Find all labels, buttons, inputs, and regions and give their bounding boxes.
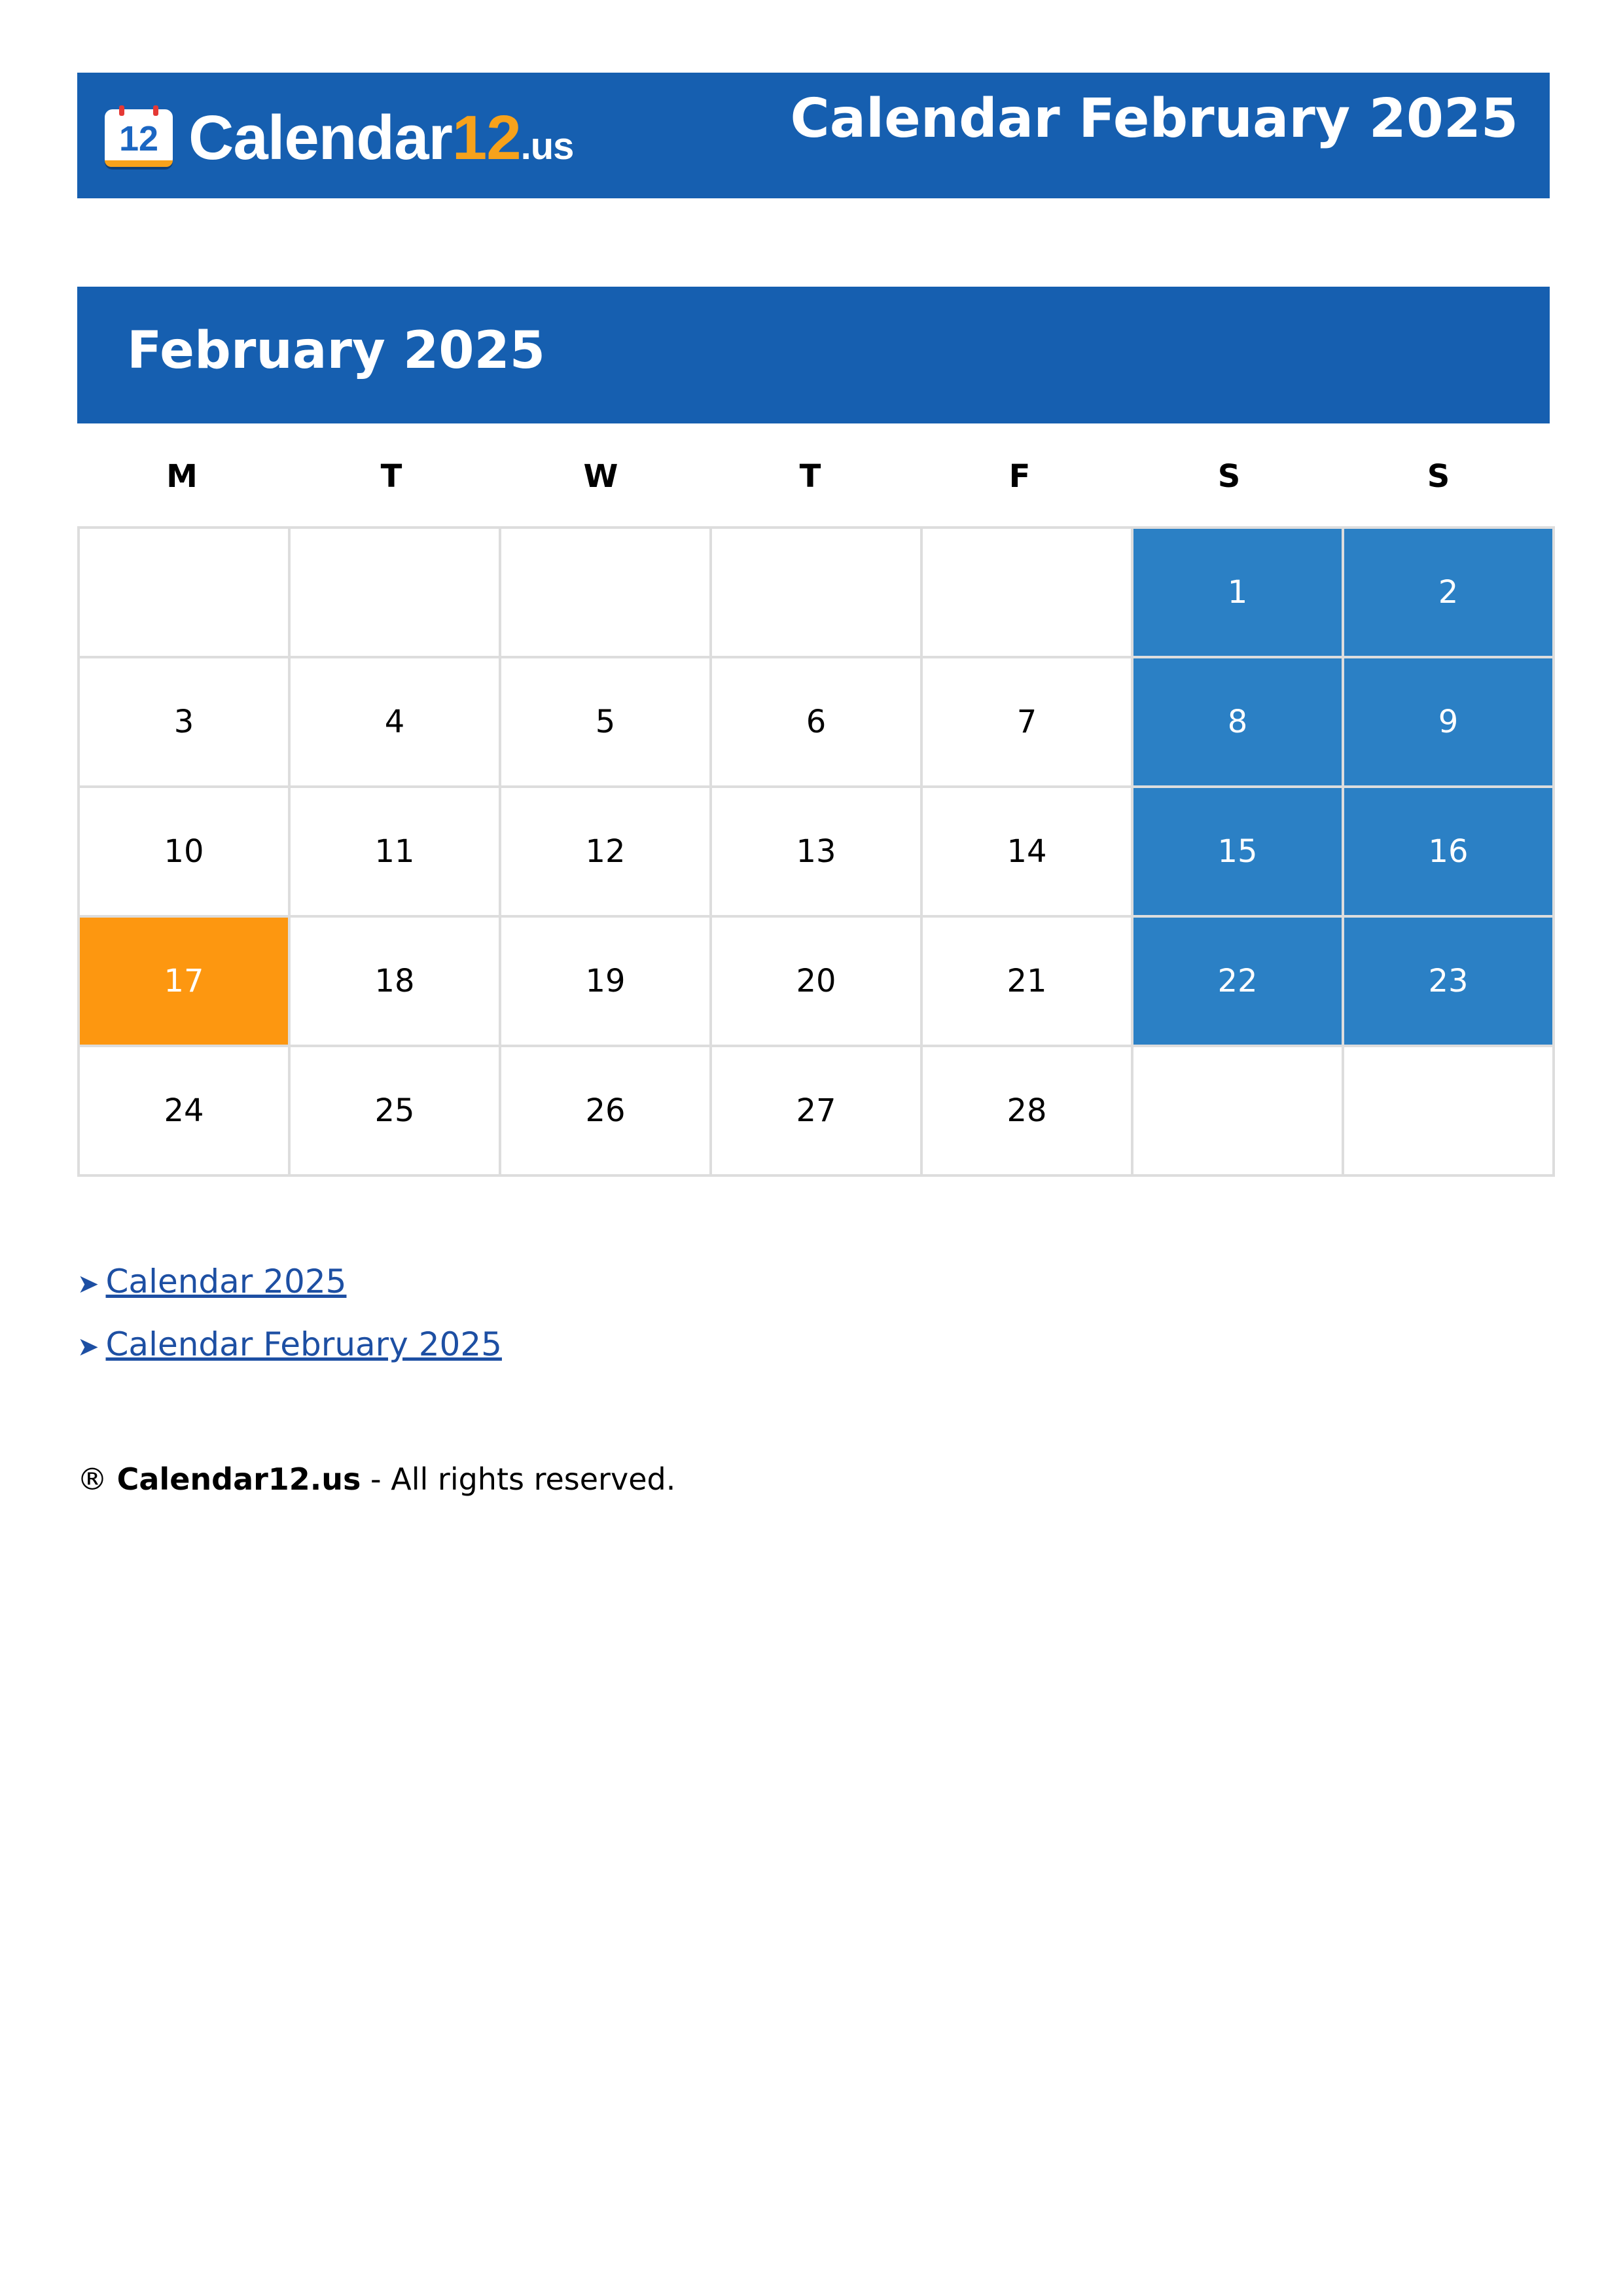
calendar-grid [77,526,1555,1177]
calendar-empty-cell [79,528,289,657]
calendar-day-cell[interactable]: 3 [79,657,289,787]
page-title: Calendar February 2025 [790,88,1518,150]
footer-brand: Calendar12.us [116,1462,361,1497]
calendar-week-row [79,916,1554,1046]
calendar-ring-icon [119,105,124,116]
weekday-label: W [583,458,618,495]
calendar-day-cell[interactable]: 22 [1132,916,1343,1046]
calendar-day-cell[interactable]: 5 [500,657,711,787]
arrow-right-icon: ➤ [77,1332,99,1362]
calendar-day-cell[interactable]: 26 [500,1046,711,1175]
link-item [77,1314,502,1377]
calendar-day-cell[interactable]: 23 [1343,916,1554,1046]
site-header [77,73,1550,198]
calendar-day-cell[interactable]: 13 [711,787,921,916]
weekday-label: S [1427,458,1450,495]
site-logo[interactable] [105,105,573,171]
calendar-week-row [79,1046,1554,1175]
related-links [77,1251,502,1377]
calendar-day-cell[interactable]: 14 [921,787,1132,916]
calendar-day-cell[interactable]: 15 [1132,787,1343,916]
calendar-day-cell[interactable]: 2 [1343,528,1554,657]
weekday-label: M [166,458,198,495]
calendar-empty-cell [1343,1046,1554,1175]
calendar-week-row [79,787,1554,916]
month-title: February 2025 [127,321,546,380]
calendar-day-cell[interactable]: 19 [500,916,711,1046]
weekday-label: F [1008,458,1031,495]
link-item [77,1251,502,1314]
arrow-right-icon: ➤ [77,1269,99,1299]
calendar-empty-cell [921,528,1132,657]
logo-icon-bar [105,160,173,167]
calendar-day-cell[interactable]: 9 [1343,657,1554,787]
logo-name-prefix: Calendar [188,103,452,173]
calendar-icon [105,109,173,167]
calendar-week-row [79,528,1554,657]
logo-name-number: 12 [452,103,521,173]
calendar-day-cell[interactable]: 11 [289,787,500,916]
calendar-day-cell[interactable]: 6 [711,657,921,787]
calendar-day-cell[interactable]: 18 [289,916,500,1046]
calendar-day-cell[interactable]: 7 [921,657,1132,787]
calendar-day-cell[interactable]: 24 [79,1046,289,1175]
calendar-day-cell[interactable]: 20 [711,916,921,1046]
weekday-label: T [380,458,402,495]
calendar-empty-cell [289,528,500,657]
month-header [77,287,1550,423]
calendar-empty-cell [711,528,921,657]
weekday-label: S [1217,458,1241,495]
calendar-day-cell[interactable]: 16 [1343,787,1554,916]
registered-mark: ® [77,1462,107,1497]
calendar-day-cell[interactable]: 28 [921,1046,1132,1175]
calendar-2025-link[interactable]: Calendar 2025 [105,1263,347,1300]
calendar-week-row [79,657,1554,787]
calendar-day-cell[interactable]: 10 [79,787,289,916]
footer-text: - All rights reserved. [361,1462,676,1497]
calendar-day-cell[interactable]: 25 [289,1046,500,1175]
logo-name-suffix: .us [520,125,574,168]
calendar-ring-icon [153,105,158,116]
calendar-day-cell[interactable]: 21 [921,916,1132,1046]
calendar-empty-cell [1132,1046,1343,1175]
calendar-day-cell[interactable]: 12 [500,787,711,916]
footer [77,1460,675,1499]
calendar-february-2025-link[interactable]: Calendar February 2025 [105,1325,502,1363]
weekday-header-row [77,450,1543,503]
calendar-day-cell[interactable]: 17 [79,916,289,1046]
calendar-empty-cell [500,528,711,657]
weekday-label: T [799,458,821,495]
calendar-day-cell[interactable]: 27 [711,1046,921,1175]
calendar-day-cell[interactable]: 8 [1132,657,1343,787]
logo-wordmark [188,103,574,173]
calendar-day-cell[interactable]: 1 [1132,528,1343,657]
logo-icon-number: 12 [118,119,159,158]
calendar-day-cell[interactable]: 4 [289,657,500,787]
